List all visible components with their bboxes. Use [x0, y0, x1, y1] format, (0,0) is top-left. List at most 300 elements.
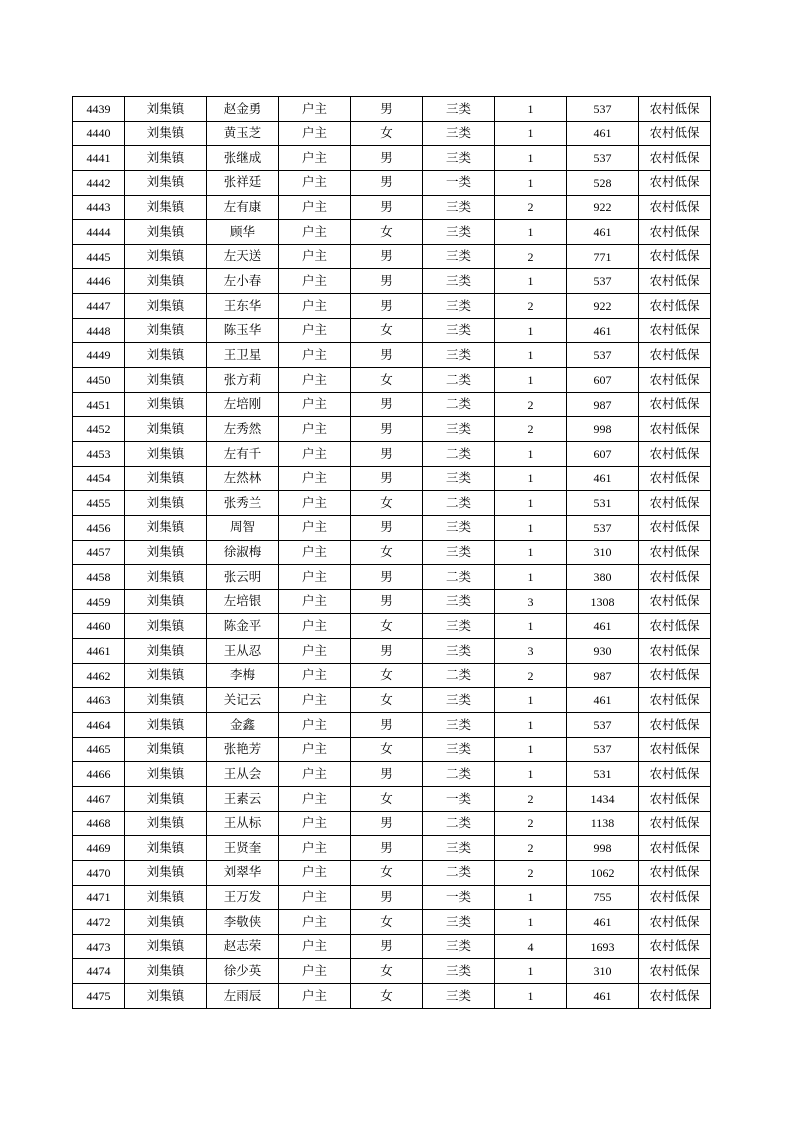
- household-size-cell: 3: [495, 589, 567, 614]
- amount-cell: 461: [567, 466, 639, 491]
- name-cell: 黄玉芝: [207, 121, 279, 146]
- beneficiary-table: [72, 96, 711, 1009]
- relation-cell: 户主: [279, 639, 351, 664]
- category-cell: 三类: [423, 195, 495, 220]
- amount-cell: 461: [567, 121, 639, 146]
- household-size-cell: 1: [495, 121, 567, 146]
- household-size-cell: 1: [495, 565, 567, 590]
- town-cell: 刘集镇: [125, 565, 207, 590]
- relation-cell: 户主: [279, 515, 351, 540]
- household-size-cell: 1: [495, 688, 567, 713]
- assistance-type-cell: 农村低保: [639, 244, 711, 269]
- assistance-type-cell: 农村低保: [639, 836, 711, 861]
- category-cell: 三类: [423, 515, 495, 540]
- gender-cell: 男: [351, 713, 423, 738]
- amount-cell: 537: [567, 97, 639, 122]
- household-size-cell: 4: [495, 934, 567, 959]
- name-cell: 李梅: [207, 663, 279, 688]
- table-row: [73, 959, 711, 984]
- town-cell: 刘集镇: [125, 589, 207, 614]
- town-cell: 刘集镇: [125, 491, 207, 516]
- household-size-cell: 1: [495, 984, 567, 1009]
- amount-cell: 771: [567, 244, 639, 269]
- amount-cell: 537: [567, 737, 639, 762]
- town-cell: 刘集镇: [125, 688, 207, 713]
- gender-cell: 男: [351, 146, 423, 171]
- table-row: [73, 220, 711, 245]
- town-cell: 刘集镇: [125, 663, 207, 688]
- record-number-cell: 4440: [73, 121, 125, 146]
- amount-cell: 1138: [567, 811, 639, 836]
- name-cell: 张祥廷: [207, 170, 279, 195]
- name-cell: 王卫星: [207, 343, 279, 368]
- category-cell: 一类: [423, 786, 495, 811]
- category-cell: 三类: [423, 318, 495, 343]
- name-cell: 张方莉: [207, 368, 279, 393]
- category-cell: 三类: [423, 343, 495, 368]
- household-size-cell: 1: [495, 318, 567, 343]
- table-row: [73, 540, 711, 565]
- category-cell: 一类: [423, 170, 495, 195]
- assistance-type-cell: 农村低保: [639, 269, 711, 294]
- assistance-type-cell: 农村低保: [639, 294, 711, 319]
- amount-cell: 537: [567, 146, 639, 171]
- household-size-cell: 1: [495, 170, 567, 195]
- record-number-cell: 4449: [73, 343, 125, 368]
- household-size-cell: 1: [495, 515, 567, 540]
- household-size-cell: 1: [495, 885, 567, 910]
- relation-cell: 户主: [279, 269, 351, 294]
- record-number-cell: 4450: [73, 368, 125, 393]
- assistance-type-cell: 农村低保: [639, 811, 711, 836]
- gender-cell: 女: [351, 860, 423, 885]
- gender-cell: 男: [351, 811, 423, 836]
- table-row: [73, 343, 711, 368]
- town-cell: 刘集镇: [125, 959, 207, 984]
- table-row: [73, 170, 711, 195]
- table-body: [73, 97, 711, 1009]
- record-number-cell: 4471: [73, 885, 125, 910]
- category-cell: 二类: [423, 441, 495, 466]
- town-cell: 刘集镇: [125, 220, 207, 245]
- amount-cell: 987: [567, 663, 639, 688]
- category-cell: 三类: [423, 639, 495, 664]
- gender-cell: 女: [351, 984, 423, 1009]
- table-row: [73, 565, 711, 590]
- record-number-cell: 4455: [73, 491, 125, 516]
- amount-cell: 537: [567, 515, 639, 540]
- name-cell: 李敬侠: [207, 910, 279, 935]
- relation-cell: 户主: [279, 441, 351, 466]
- assistance-type-cell: 农村低保: [639, 565, 711, 590]
- table-row: [73, 491, 711, 516]
- category-cell: 二类: [423, 392, 495, 417]
- town-cell: 刘集镇: [125, 934, 207, 959]
- relation-cell: 户主: [279, 737, 351, 762]
- amount-cell: 461: [567, 984, 639, 1009]
- gender-cell: 男: [351, 392, 423, 417]
- table-row: [73, 441, 711, 466]
- amount-cell: 310: [567, 540, 639, 565]
- record-number-cell: 4472: [73, 910, 125, 935]
- relation-cell: 户主: [279, 959, 351, 984]
- amount-cell: 461: [567, 910, 639, 935]
- town-cell: 刘集镇: [125, 910, 207, 935]
- town-cell: 刘集镇: [125, 441, 207, 466]
- assistance-type-cell: 农村低保: [639, 466, 711, 491]
- record-number-cell: 4451: [73, 392, 125, 417]
- relation-cell: 户主: [279, 97, 351, 122]
- category-cell: 三类: [423, 713, 495, 738]
- household-size-cell: 2: [495, 195, 567, 220]
- record-number-cell: 4441: [73, 146, 125, 171]
- table-row: [73, 713, 711, 738]
- household-size-cell: 1: [495, 713, 567, 738]
- record-number-cell: 4446: [73, 269, 125, 294]
- record-number-cell: 4469: [73, 836, 125, 861]
- name-cell: 王从忍: [207, 639, 279, 664]
- town-cell: 刘集镇: [125, 244, 207, 269]
- record-number-cell: 4462: [73, 663, 125, 688]
- table-row: [73, 910, 711, 935]
- category-cell: 三类: [423, 121, 495, 146]
- household-size-cell: 1: [495, 540, 567, 565]
- name-cell: 左天送: [207, 244, 279, 269]
- household-size-cell: 2: [495, 244, 567, 269]
- table-row: [73, 318, 711, 343]
- relation-cell: 户主: [279, 836, 351, 861]
- category-cell: 三类: [423, 146, 495, 171]
- record-number-cell: 4459: [73, 589, 125, 614]
- household-size-cell: 1: [495, 220, 567, 245]
- relation-cell: 户主: [279, 392, 351, 417]
- name-cell: 赵志荣: [207, 934, 279, 959]
- assistance-type-cell: 农村低保: [639, 515, 711, 540]
- town-cell: 刘集镇: [125, 121, 207, 146]
- table-row: [73, 515, 711, 540]
- category-cell: 三类: [423, 294, 495, 319]
- amount-cell: 998: [567, 417, 639, 442]
- relation-cell: 户主: [279, 984, 351, 1009]
- name-cell: 陈玉华: [207, 318, 279, 343]
- name-cell: 徐少英: [207, 959, 279, 984]
- category-cell: 三类: [423, 417, 495, 442]
- relation-cell: 户主: [279, 121, 351, 146]
- table-row: [73, 614, 711, 639]
- assistance-type-cell: 农村低保: [639, 663, 711, 688]
- record-number-cell: 4470: [73, 860, 125, 885]
- household-size-cell: 1: [495, 269, 567, 294]
- amount-cell: 930: [567, 639, 639, 664]
- amount-cell: 998: [567, 836, 639, 861]
- amount-cell: 537: [567, 343, 639, 368]
- town-cell: 刘集镇: [125, 540, 207, 565]
- category-cell: 三类: [423, 97, 495, 122]
- gender-cell: 男: [351, 294, 423, 319]
- name-cell: 张艳芳: [207, 737, 279, 762]
- name-cell: 顾华: [207, 220, 279, 245]
- name-cell: 王从会: [207, 762, 279, 787]
- amount-cell: 531: [567, 762, 639, 787]
- relation-cell: 户主: [279, 688, 351, 713]
- relation-cell: 户主: [279, 170, 351, 195]
- amount-cell: 461: [567, 688, 639, 713]
- gender-cell: 女: [351, 491, 423, 516]
- gender-cell: 女: [351, 959, 423, 984]
- record-number-cell: 4466: [73, 762, 125, 787]
- gender-cell: 男: [351, 515, 423, 540]
- record-number-cell: 4442: [73, 170, 125, 195]
- assistance-type-cell: 农村低保: [639, 195, 711, 220]
- household-size-cell: 1: [495, 97, 567, 122]
- gender-cell: 男: [351, 97, 423, 122]
- name-cell: 左雨辰: [207, 984, 279, 1009]
- household-size-cell: 1: [495, 466, 567, 491]
- name-cell: 王万发: [207, 885, 279, 910]
- assistance-type-cell: 农村低保: [639, 959, 711, 984]
- table-row: [73, 934, 711, 959]
- relation-cell: 户主: [279, 417, 351, 442]
- household-size-cell: 2: [495, 860, 567, 885]
- record-number-cell: 4473: [73, 934, 125, 959]
- household-size-cell: 2: [495, 663, 567, 688]
- name-cell: 金鑫: [207, 713, 279, 738]
- town-cell: 刘集镇: [125, 860, 207, 885]
- record-number-cell: 4454: [73, 466, 125, 491]
- assistance-type-cell: 农村低保: [639, 97, 711, 122]
- town-cell: 刘集镇: [125, 466, 207, 491]
- relation-cell: 户主: [279, 318, 351, 343]
- household-size-cell: 1: [495, 343, 567, 368]
- name-cell: 王贤奎: [207, 836, 279, 861]
- household-size-cell: 2: [495, 417, 567, 442]
- table-row: [73, 860, 711, 885]
- household-size-cell: 3: [495, 639, 567, 664]
- gender-cell: 男: [351, 343, 423, 368]
- table-row: [73, 786, 711, 811]
- table-row: [73, 589, 711, 614]
- amount-cell: 1308: [567, 589, 639, 614]
- table-row: [73, 836, 711, 861]
- assistance-type-cell: 农村低保: [639, 318, 711, 343]
- name-cell: 左小春: [207, 269, 279, 294]
- gender-cell: 男: [351, 269, 423, 294]
- name-cell: 关记云: [207, 688, 279, 713]
- relation-cell: 户主: [279, 663, 351, 688]
- category-cell: 二类: [423, 565, 495, 590]
- household-size-cell: 2: [495, 294, 567, 319]
- assistance-type-cell: 农村低保: [639, 417, 711, 442]
- record-number-cell: 4474: [73, 959, 125, 984]
- assistance-type-cell: 农村低保: [639, 688, 711, 713]
- name-cell: 王素云: [207, 786, 279, 811]
- relation-cell: 户主: [279, 343, 351, 368]
- assistance-type-cell: 农村低保: [639, 589, 711, 614]
- assistance-type-cell: 农村低保: [639, 860, 711, 885]
- assistance-type-cell: 农村低保: [639, 368, 711, 393]
- relation-cell: 户主: [279, 713, 351, 738]
- town-cell: 刘集镇: [125, 639, 207, 664]
- name-cell: 周智: [207, 515, 279, 540]
- table-row: [73, 984, 711, 1009]
- gender-cell: 男: [351, 244, 423, 269]
- town-cell: 刘集镇: [125, 811, 207, 836]
- assistance-type-cell: 农村低保: [639, 639, 711, 664]
- assistance-type-cell: 农村低保: [639, 146, 711, 171]
- amount-cell: 531: [567, 491, 639, 516]
- household-size-cell: 2: [495, 811, 567, 836]
- town-cell: 刘集镇: [125, 170, 207, 195]
- table-row: [73, 639, 711, 664]
- household-size-cell: 1: [495, 441, 567, 466]
- category-cell: 三类: [423, 540, 495, 565]
- assistance-type-cell: 农村低保: [639, 910, 711, 935]
- assistance-type-cell: 农村低保: [639, 762, 711, 787]
- category-cell: 三类: [423, 466, 495, 491]
- amount-cell: 922: [567, 195, 639, 220]
- category-cell: 三类: [423, 934, 495, 959]
- town-cell: 刘集镇: [125, 195, 207, 220]
- amount-cell: 987: [567, 392, 639, 417]
- town-cell: 刘集镇: [125, 343, 207, 368]
- table-row: [73, 195, 711, 220]
- assistance-type-cell: 农村低保: [639, 491, 711, 516]
- household-size-cell: 2: [495, 836, 567, 861]
- household-size-cell: 1: [495, 737, 567, 762]
- relation-cell: 户主: [279, 491, 351, 516]
- relation-cell: 户主: [279, 910, 351, 935]
- relation-cell: 户主: [279, 244, 351, 269]
- table-row: [73, 737, 711, 762]
- category-cell: 三类: [423, 984, 495, 1009]
- name-cell: 张云明: [207, 565, 279, 590]
- table-row: [73, 121, 711, 146]
- town-cell: 刘集镇: [125, 713, 207, 738]
- category-cell: 三类: [423, 959, 495, 984]
- name-cell: 左培刚: [207, 392, 279, 417]
- category-cell: 二类: [423, 762, 495, 787]
- amount-cell: 380: [567, 565, 639, 590]
- category-cell: 三类: [423, 220, 495, 245]
- town-cell: 刘集镇: [125, 318, 207, 343]
- relation-cell: 户主: [279, 589, 351, 614]
- relation-cell: 户主: [279, 934, 351, 959]
- relation-cell: 户主: [279, 540, 351, 565]
- gender-cell: 男: [351, 589, 423, 614]
- gender-cell: 女: [351, 368, 423, 393]
- relation-cell: 户主: [279, 146, 351, 171]
- gender-cell: 男: [351, 762, 423, 787]
- relation-cell: 户主: [279, 466, 351, 491]
- name-cell: 左然林: [207, 466, 279, 491]
- relation-cell: 户主: [279, 565, 351, 590]
- amount-cell: 607: [567, 441, 639, 466]
- town-cell: 刘集镇: [125, 417, 207, 442]
- household-size-cell: 1: [495, 910, 567, 935]
- name-cell: 赵金勇: [207, 97, 279, 122]
- relation-cell: 户主: [279, 762, 351, 787]
- household-size-cell: 1: [495, 614, 567, 639]
- town-cell: 刘集镇: [125, 786, 207, 811]
- record-number-cell: 4444: [73, 220, 125, 245]
- record-number-cell: 4443: [73, 195, 125, 220]
- town-cell: 刘集镇: [125, 515, 207, 540]
- amount-cell: 1693: [567, 934, 639, 959]
- category-cell: 三类: [423, 269, 495, 294]
- table-row: [73, 269, 711, 294]
- category-cell: 二类: [423, 491, 495, 516]
- record-number-cell: 4463: [73, 688, 125, 713]
- record-number-cell: 4456: [73, 515, 125, 540]
- record-number-cell: 4453: [73, 441, 125, 466]
- table-row: [73, 392, 711, 417]
- amount-cell: 461: [567, 614, 639, 639]
- assistance-type-cell: 农村低保: [639, 786, 711, 811]
- category-cell: 二类: [423, 663, 495, 688]
- gender-cell: 男: [351, 170, 423, 195]
- category-cell: 三类: [423, 688, 495, 713]
- amount-cell: 922: [567, 294, 639, 319]
- relation-cell: 户主: [279, 294, 351, 319]
- relation-cell: 户主: [279, 220, 351, 245]
- relation-cell: 户主: [279, 368, 351, 393]
- category-cell: 三类: [423, 836, 495, 861]
- relation-cell: 户主: [279, 860, 351, 885]
- town-cell: 刘集镇: [125, 984, 207, 1009]
- table-row: [73, 663, 711, 688]
- town-cell: 刘集镇: [125, 97, 207, 122]
- town-cell: 刘集镇: [125, 294, 207, 319]
- household-size-cell: 1: [495, 959, 567, 984]
- gender-cell: 女: [351, 220, 423, 245]
- town-cell: 刘集镇: [125, 836, 207, 861]
- relation-cell: 户主: [279, 195, 351, 220]
- gender-cell: 男: [351, 441, 423, 466]
- record-number-cell: 4458: [73, 565, 125, 590]
- table-row: [73, 417, 711, 442]
- record-number-cell: 4464: [73, 713, 125, 738]
- name-cell: 王东华: [207, 294, 279, 319]
- assistance-type-cell: 农村低保: [639, 984, 711, 1009]
- household-size-cell: 1: [495, 368, 567, 393]
- amount-cell: 1434: [567, 786, 639, 811]
- name-cell: 徐淑梅: [207, 540, 279, 565]
- gender-cell: 男: [351, 639, 423, 664]
- name-cell: 张继成: [207, 146, 279, 171]
- assistance-type-cell: 农村低保: [639, 934, 711, 959]
- name-cell: 左秀然: [207, 417, 279, 442]
- table-row: [73, 294, 711, 319]
- gender-cell: 男: [351, 417, 423, 442]
- relation-cell: 户主: [279, 811, 351, 836]
- category-cell: 二类: [423, 811, 495, 836]
- category-cell: 三类: [423, 244, 495, 269]
- table-row: [73, 762, 711, 787]
- record-number-cell: 4461: [73, 639, 125, 664]
- gender-cell: 女: [351, 688, 423, 713]
- amount-cell: 537: [567, 713, 639, 738]
- amount-cell: 537: [567, 269, 639, 294]
- amount-cell: 1062: [567, 860, 639, 885]
- town-cell: 刘集镇: [125, 146, 207, 171]
- table-row: [73, 244, 711, 269]
- table-row: [73, 97, 711, 122]
- amount-cell: 461: [567, 220, 639, 245]
- amount-cell: 755: [567, 885, 639, 910]
- category-cell: 一类: [423, 885, 495, 910]
- record-number-cell: 4439: [73, 97, 125, 122]
- record-number-cell: 4452: [73, 417, 125, 442]
